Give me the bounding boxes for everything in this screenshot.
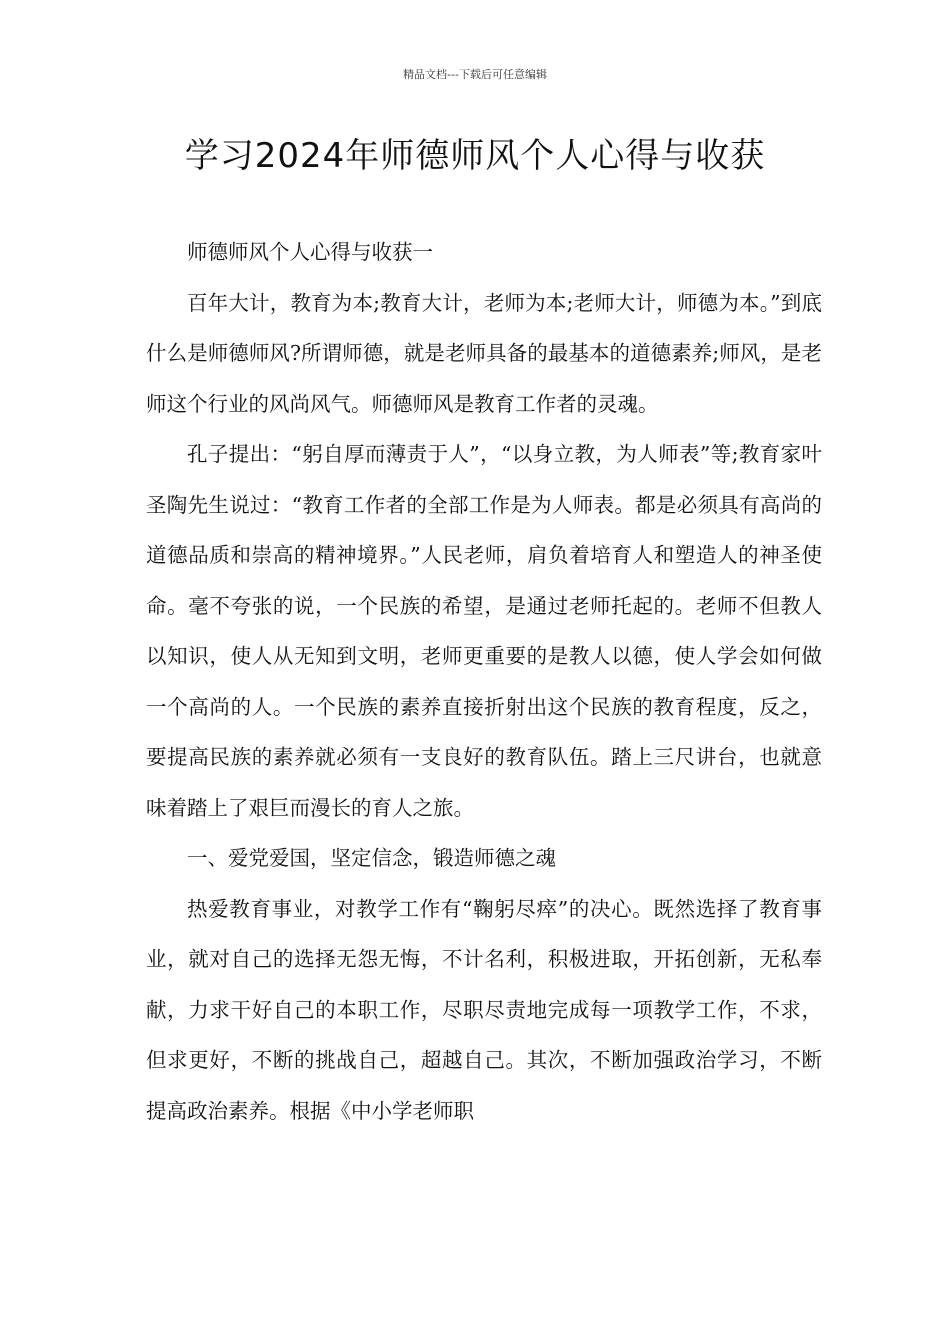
section-heading: 一、爱党爱国，坚定信念，锻造师德之魂 — [187, 846, 556, 870]
header-note: 精品文档---下载后可任意编辑 — [403, 68, 547, 81]
section-heading: 师德师风个人心得与收获一 — [187, 240, 433, 264]
document-body — [146, 227, 822, 1136]
document-title: 学习2024年师德师风个人心得与收获 — [184, 136, 766, 176]
paragraph: 孔子提出：“躬自厚而薄责于人”，“以身立教，为人师表”等;教育家叶圣陶先生说过：“教育工作者的全部工作是为人师表。都是必须具有高尚的道德品质和崇高的精神境界。”人民老师，肩负着培育人和塑造人的神圣使命。毫不夸张的说，一个民族的希望，是通过老师托起的。老师不但教人以知识，使人从无知到文明，老师更重要的是教人以德，使人学会如何做一个高尚的人。一个民族的素养直接折射出这个民族的教育程度，反之，要提高民族的素养就必须有一支良好的教育队伍。踏上三尺讲台，也就意味着踏上了艰巨而漫长的育人之旅。 — [146, 442, 822, 820]
paragraph: 热爱教育事业，对教学工作有“鞠躬尽瘁”的决心。既然选择了教育事业，就对自己的选择无怨无悔，不计名利，积极进取，开拓创新，无私奉献，力求干好自己的本职工作，尽职尽责地完成每一项教学工作，不求，但求更好，不断的挑战自己，超越自己。其次，不断加强政治学习，不断提高政治素养。根据《中小学老师职 — [146, 896, 822, 1123]
paragraph: 百年大计，教育为本;教育大计，老师为本;老师大计，师德为本。”到底什么是师德师风?所谓师德，就是老师具备的最基本的道德素养;师风，是老师这个行业的风尚风气。师德师风是教育工作者的灵魂。 — [146, 290, 822, 416]
